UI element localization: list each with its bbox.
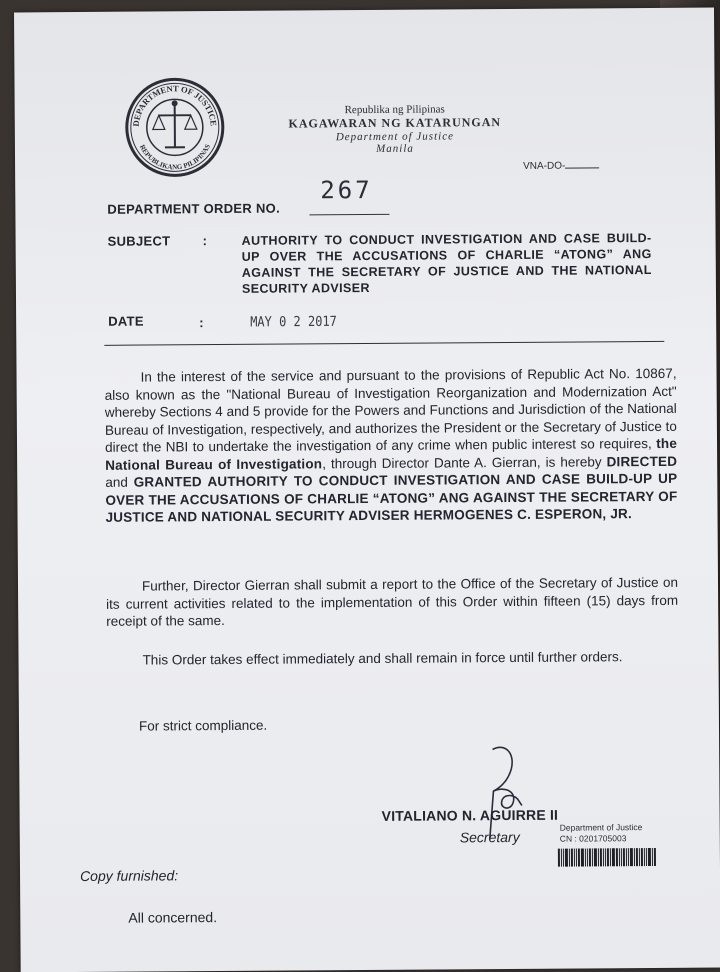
letterhead-republic: Republika ng Pilipinas	[265, 103, 525, 117]
barcode-bar	[605, 848, 606, 866]
stamp-control-number: CN : 0201705003	[560, 833, 643, 845]
subject-label: SUBJECT	[108, 233, 171, 248]
barcode-bar	[571, 849, 573, 867]
barcode-bar	[581, 848, 584, 866]
barcode-bar	[607, 848, 609, 866]
barcode-bar	[589, 848, 591, 866]
signatory-position: Secretary	[460, 829, 520, 845]
signatory-name: VITALIANO N. AGUIRRE II	[382, 807, 559, 824]
p1-nbi: the National Bureau of Investigation	[105, 436, 677, 472]
p1-directed: DIRECTED	[606, 453, 677, 468]
document-page	[14, 8, 720, 972]
stamp-department: Department of Justice	[560, 822, 643, 834]
barcode-bar	[626, 848, 627, 866]
barcode-bar	[578, 849, 580, 867]
p1-authority: GRANTED AUTHORITY TO CONDUCT INVESTIGATION AND CASE BUILD-UP UP OVER THE ACCUSATIONS OF CHARLIE “ATONG” ANG AGAINST THE SECRETARY OF JUSTICE AND NATIONAL SECURITY ADVISER HERMOGENES C. ESPERON, JR.	[105, 471, 677, 525]
barcode-bar	[639, 848, 640, 866]
reference-label: VNA-DO-	[523, 161, 565, 172]
receipt-stamp	[560, 822, 643, 845]
barcode-bar	[569, 849, 570, 867]
barcode-bar	[630, 848, 633, 866]
doj-seal-icon	[122, 75, 227, 180]
date-colon: :	[199, 315, 204, 330]
p1-text-a: In the interest of the service and pursuant to the provisions of Republic Act No. 10867, also known as the "National Bureau of Investigation Reorganization and Modernization Act" whereby Sections 4 and 5 provide for the Powers and Functions and Jurisdiction of the National Bureau of Investigation, respectively, and authorizes the President or the Secretary of Justice to direct the NBI to undertake the investigation of any crime when public interest so requires,	[105, 366, 677, 455]
order-number-underline	[309, 214, 389, 216]
barcode-icon	[558, 848, 657, 867]
seal-text-top: DEPARTMENT OF JUSTICE	[130, 83, 218, 127]
barcode-bar	[652, 848, 653, 866]
date-label: DATE	[108, 314, 144, 329]
barcode-bar	[610, 848, 611, 866]
barcode-bar	[585, 848, 586, 866]
barcode-bar	[598, 848, 599, 866]
body-paragraph-4: For strict compliance.	[139, 714, 711, 735]
subject-colon: :	[203, 233, 208, 248]
barcode-bar	[641, 848, 643, 866]
barcode-bar	[576, 849, 577, 867]
barcode-bar	[628, 848, 629, 866]
order-number: 267	[320, 176, 373, 204]
barcode-bar	[574, 849, 575, 867]
copy-recipients: All concerned.	[128, 909, 217, 926]
barcode-bar	[600, 848, 602, 866]
barcode-bar	[644, 848, 645, 866]
body-paragraph-3: This Order takes effect immediately and shall remain in force until further orders.	[106, 648, 678, 669]
copy-furnished-label: Copy furnished:	[80, 867, 178, 884]
order-label: DEPARTMENT ORDER NO.	[107, 201, 280, 217]
barcode-bar	[619, 848, 620, 866]
barcode-bar	[603, 848, 604, 866]
barcode-bar	[612, 848, 615, 866]
barcode-bar	[561, 849, 562, 867]
reference-code	[523, 160, 599, 172]
barcode-bar	[594, 848, 597, 866]
letterhead-department: Department of Justice	[265, 130, 525, 144]
date-stamp: MAY 0 2 2017	[250, 313, 337, 330]
body-paragraph-1	[104, 365, 677, 526]
letterhead	[265, 103, 525, 156]
seal-text-bottom: REPUBLIKANG PILIPINAS	[138, 143, 212, 172]
barcode-bar	[636, 848, 638, 866]
barcode-bar	[654, 848, 656, 866]
barcode-bar	[621, 848, 622, 866]
barcode-bar	[563, 849, 564, 867]
barcode-bar	[587, 848, 588, 866]
barcode-bar	[616, 848, 618, 866]
barcode-bar	[648, 848, 651, 866]
barcode-bar	[634, 848, 635, 866]
barcode-bar	[623, 848, 625, 866]
header-divider	[104, 341, 664, 346]
barcode-bar	[646, 848, 647, 866]
body-paragraph-2: Further, Director Gierran shall submit a report to the Office of the Secretary of Justice on its current activities related to the implementation of this Order within fifteen (15) days from receipt of the same.	[106, 574, 678, 630]
reference-blank	[565, 167, 599, 168]
barcode-bar	[565, 849, 568, 867]
letterhead-agency: KAGAWARAN NG KATARUNGAN	[265, 115, 525, 132]
barcode-bar	[558, 849, 560, 867]
p1-text-c: , through Director Dante A. Gierran, is hereby	[322, 454, 606, 471]
p1-text-e: and	[105, 475, 134, 490]
barcode-bar	[592, 848, 593, 866]
subject-text: AUTHORITY TO CONDUCT INVESTIGATION AND CASE BUILD-UP OVER THE ACCUSATIONS OF CHARLIE “ATONG” ANG AGAINST THE SECRETARY OF JUSTICE AND THE NATIONAL SECURITY ADVISER	[242, 230, 652, 297]
letterhead-city: Manila	[265, 142, 525, 156]
